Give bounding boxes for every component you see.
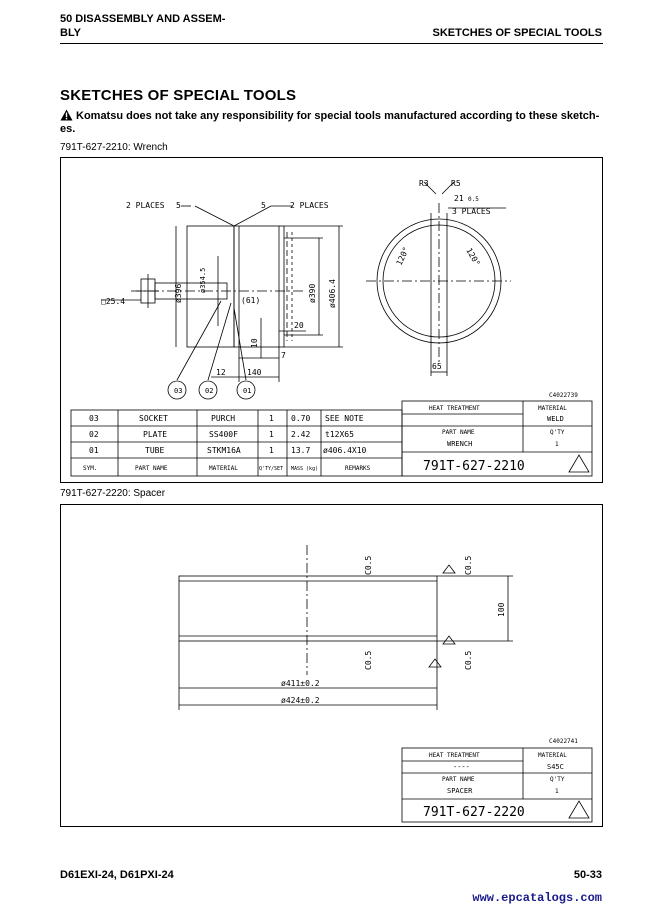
parts-header-name: PART NAME xyxy=(135,465,168,472)
part-remarks: ø406.4X10 xyxy=(323,446,367,455)
label-3-places: 3 PLACES xyxy=(452,207,491,216)
part-remarks: SEE NOTE xyxy=(325,414,364,423)
warning-text: Komatsu does not take any responsibility for special tools manufactured according to these sketch-es. xyxy=(60,110,600,135)
tb1-part-number: 791T-627-2210 xyxy=(423,459,525,474)
part-material: SS400F xyxy=(209,430,238,439)
tb2-material-label: MATERIAL xyxy=(538,752,567,759)
parts-header-qty: Q'TY/SET xyxy=(259,466,284,472)
wrench-drawing xyxy=(61,158,602,482)
part-mass: 2.42 xyxy=(291,430,311,439)
label-d406: ø406.4 xyxy=(328,279,337,308)
tb2-material-value: S45C xyxy=(547,763,564,771)
label-r5: R5 xyxy=(451,179,461,188)
tb1-heat-label: HEAT TREATMENT xyxy=(429,405,480,412)
part-remarks: t12X65 xyxy=(325,430,354,439)
spacer-outline xyxy=(179,576,437,641)
part-name: SOCKET xyxy=(139,414,168,423)
label-r3: R3 xyxy=(419,179,429,188)
part-name: PLATE xyxy=(143,430,168,439)
header-section: 50 DISASSEMBLY AND ASSEM- BLY xyxy=(60,13,226,39)
drawing2-caption: 791T-627-2220: Spacer xyxy=(60,488,166,499)
part-mass: 0.70 xyxy=(291,414,311,423)
label-c05-top-left: C0.5 xyxy=(364,555,373,575)
label-d354: ø354.5 xyxy=(199,267,207,293)
label-c05-top-right: C0.5 xyxy=(464,555,473,575)
label-7: 7 xyxy=(281,351,286,360)
drawing1-frame xyxy=(60,157,603,483)
label-20: 20 xyxy=(294,321,304,330)
spacer-drawing xyxy=(61,505,602,826)
part-material: STKM16A xyxy=(207,446,241,455)
warning-triangle-icon xyxy=(60,109,73,121)
parts-header-sym: SYM. xyxy=(83,465,98,472)
warning-note xyxy=(60,109,605,136)
part-sym: 03 xyxy=(89,414,99,423)
part-sym: 01 xyxy=(89,446,99,455)
label-drawing-no-1: C4022739 xyxy=(549,392,578,399)
footer-model: D61EXI-24, D61PXI-24 xyxy=(60,869,174,881)
parts-header-mass: MASS (kg) xyxy=(291,466,319,472)
part-sym: 02 xyxy=(89,430,99,439)
label-0-5: 0.5 xyxy=(468,196,479,203)
footer-site-link[interactable]: www.epcatalogs.com xyxy=(472,891,602,905)
tb1-material-value: WELD xyxy=(547,415,564,423)
callout-01: 01 xyxy=(243,387,252,395)
label-5a: 5 xyxy=(176,201,181,210)
footer-page-number: 50-33 xyxy=(573,869,602,881)
header-rule xyxy=(60,43,603,44)
label-2-places-right: 2 PLACES xyxy=(290,201,329,210)
label-c05-bottom-left: C0.5 xyxy=(364,650,373,670)
tb2-qty-label: Q'TY xyxy=(550,776,565,783)
label-c05-bottom-right: C0.5 xyxy=(464,650,473,670)
label-12: 12 xyxy=(216,368,226,377)
label-61: (61) xyxy=(241,296,261,305)
tb1-qty-value: 1 xyxy=(555,441,559,448)
label-140: 140 xyxy=(247,368,262,377)
tb2-part-name-label: PART NAME xyxy=(442,776,475,783)
page-title: SKETCHES OF SPECIAL TOOLS xyxy=(60,87,297,104)
tb1-part-name-value: WRENCH xyxy=(447,440,473,448)
part-qty: 1 xyxy=(269,430,274,439)
label-d424: ø424±0.2 xyxy=(281,696,320,705)
tb2-heat-value: ---- xyxy=(453,763,470,771)
tb1-qty-label: Q'TY xyxy=(550,429,565,436)
tb1-part-name-label: PART NAME xyxy=(442,429,475,436)
part-qty: 1 xyxy=(269,446,274,455)
callout-03: 03 xyxy=(174,387,183,395)
tb2-qty-value: 1 xyxy=(555,788,559,795)
label-2-places-left: 2 PLACES xyxy=(126,201,165,210)
label-120-right: 120° xyxy=(464,246,482,268)
callout-02: 02 xyxy=(205,387,214,395)
parts-header-remarks: REMARKS xyxy=(345,465,371,472)
label-65: 65 xyxy=(432,362,442,371)
tb2-heat-label: HEAT TREATMENT xyxy=(429,752,480,759)
label-10: 10 xyxy=(250,338,259,348)
label-d390: ø390 xyxy=(308,283,317,303)
part-mass: 13.7 xyxy=(291,446,311,455)
label-d411: ø411±0.2 xyxy=(281,679,320,688)
label-100: 100 xyxy=(497,602,506,617)
drawing1-caption: 791T-627-2210: Wrench xyxy=(60,142,168,153)
label-21: 21 xyxy=(454,194,464,203)
header-title: SKETCHES OF SPECIAL TOOLS xyxy=(432,27,602,39)
part-qty: 1 xyxy=(269,414,274,423)
tb2-part-name-value: SPACER xyxy=(447,787,473,795)
drawing2-frame xyxy=(60,504,603,827)
label-d396: ø396 xyxy=(174,283,183,303)
part-name: TUBE xyxy=(145,446,165,455)
label-120-left: 120° xyxy=(394,245,411,267)
parts-header-material: MATERIAL xyxy=(209,465,238,472)
tb2-part-number: 791T-627-2220 xyxy=(423,805,525,820)
tb1-material-label: MATERIAL xyxy=(538,405,567,412)
label-square-25-4: □25.4 xyxy=(101,297,126,306)
part-material: PURCH xyxy=(211,414,236,423)
label-5b: 5 xyxy=(261,201,266,210)
label-drawing-no-2: C4022741 xyxy=(549,738,578,745)
